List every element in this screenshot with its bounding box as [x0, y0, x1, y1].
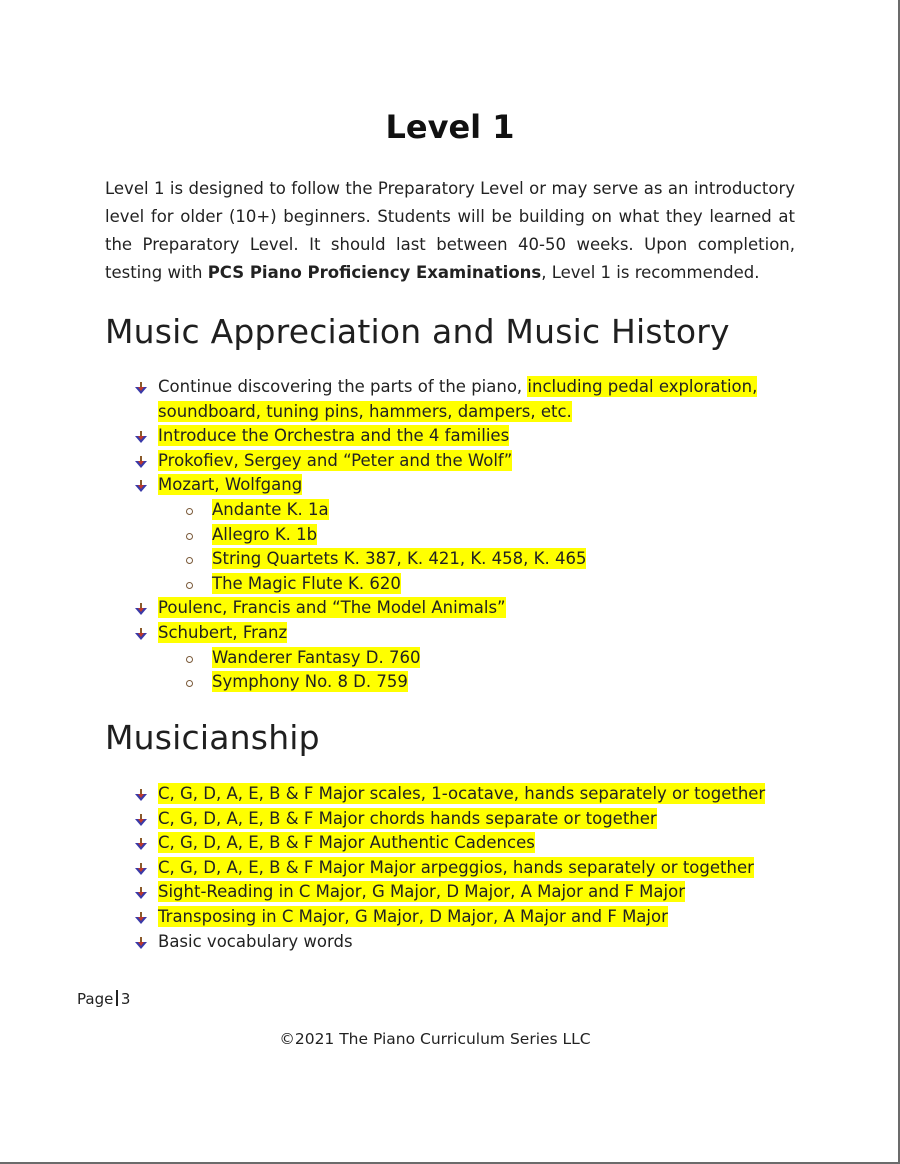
copyright-footer: ©2021 The Piano Curriculum Series LLC [279, 1030, 591, 1048]
item-highlight-text: C, G, D, A, E, B & F Major scales, 1-ocatave, hands separately or together [158, 784, 766, 803]
list-item [130, 782, 790, 807]
list-item [130, 424, 790, 449]
list-item [130, 807, 790, 832]
sub-list-item [130, 572, 790, 597]
arrow-down-bullet-icon [134, 813, 148, 827]
item-highlight-text: C, G, D, A, E, B & F Major Major arpeggios, hands separately or together [158, 857, 754, 877]
list-item [130, 449, 790, 474]
item-highlight-text: Prokofiev, Sergey and “Peter and the Wolf” [158, 450, 513, 470]
item-highlight-text: Sight-Reading in C Major, G Major, D Major, A Major and F Major [158, 882, 685, 902]
arrow-down-bullet-icon [134, 936, 148, 950]
arrow-down-bullet-icon [134, 788, 148, 802]
list-item [130, 831, 790, 856]
item-highlight-text: Introduce the Orchestra and the 4 families [158, 426, 510, 446]
list-item [130, 473, 790, 498]
page-number-divider [116, 990, 118, 1006]
list-item [130, 880, 790, 905]
intro-paragraph [105, 175, 795, 287]
item-highlight-text: Symphony No. 8 D. 759 [212, 672, 408, 692]
intro-text-2: , Level 1 is recommended. [541, 263, 760, 282]
item-highlight-text: Andante K. 1a [212, 499, 329, 519]
hollow-circle-bullet-icon [186, 656, 193, 663]
arrow-down-bullet-icon [134, 602, 148, 616]
arrow-down-bullet-icon [134, 627, 148, 641]
sub-list-item [130, 547, 790, 572]
item-highlight-text: Schubert, Franz [158, 622, 288, 642]
sub-list-item [130, 498, 790, 523]
intro-text-1: Level 1 is designed to follow the Preparatory Level or may serve as an introductory level for older (10+) beginners. Students will be building on what they learned at the Preparatory Level. It should last between 40-50 weeks. Upon completion, testing with [105, 179, 795, 282]
hollow-circle-bullet-icon [186, 508, 193, 515]
item-plain-text: Continue discovering the parts of the piano, [158, 377, 528, 396]
arrow-down-bullet-icon [134, 911, 148, 925]
section-heading-musicianship: Musicianship [105, 718, 320, 757]
sub-list-item [130, 646, 790, 671]
item-highlight-text: including pedal exploration, soundboard, tuning pins, hammers, dampers, etc. [158, 377, 758, 421]
hollow-circle-bullet-icon [186, 557, 193, 564]
list-item [130, 930, 790, 955]
page-title: Level 1 [385, 108, 515, 146]
list-item [130, 596, 790, 621]
hollow-circle-bullet-icon [186, 533, 193, 540]
sub-list-item [130, 523, 790, 548]
intro-bold-exam-name: PCS Piano Proficiency Examinations [207, 263, 542, 282]
page-number [77, 990, 130, 1008]
item-highlight-text: String Quartets K. 387, K. 421, K. 458, K. 465 [212, 549, 587, 569]
section-heading-music-appreciation: Music Appreciation and Music History [105, 312, 730, 351]
item-highlight-text: Allegro K. 1b [212, 524, 318, 544]
hollow-circle-bullet-icon [186, 680, 193, 687]
item-highlight-text: Transposing in C Major, G Major, D Major, A Major and F Major [158, 906, 668, 926]
arrow-down-bullet-icon [134, 862, 148, 876]
sub-list-item [130, 670, 790, 695]
arrow-down-bullet-icon [134, 479, 148, 493]
item-highlight-text: Wanderer Fantasy D. 760 [212, 647, 421, 667]
music-appreciation-list [130, 375, 790, 695]
item-plain-text: Basic vocabulary words [158, 931, 353, 951]
arrow-down-bullet-icon [134, 837, 148, 851]
item-highlight-text: C, G, D, A, E, B & F Major chords hands separate or together [158, 808, 657, 828]
item-highlight-text: C, G, D, A, E, B & F Major Authentic Cadences [158, 833, 535, 853]
item-highlight-text: The Magic Flute K. 620 [212, 573, 401, 593]
musicianship-list [130, 782, 790, 954]
arrow-down-bullet-icon [134, 886, 148, 900]
arrow-down-bullet-icon [134, 430, 148, 444]
list-item [130, 905, 790, 930]
item-highlight-text: Poulenc, Francis and “The Model Animals” [158, 598, 506, 618]
list-item [130, 856, 790, 881]
hollow-circle-bullet-icon [186, 582, 193, 589]
item-highlight-text: Mozart, Wolfgang [158, 475, 303, 495]
list-item [130, 375, 790, 424]
arrow-down-bullet-icon [134, 381, 148, 395]
arrow-down-bullet-icon [134, 455, 148, 469]
list-item [130, 621, 790, 646]
page-number-value: 3 [120, 990, 131, 1008]
page-label: Page [77, 990, 114, 1008]
